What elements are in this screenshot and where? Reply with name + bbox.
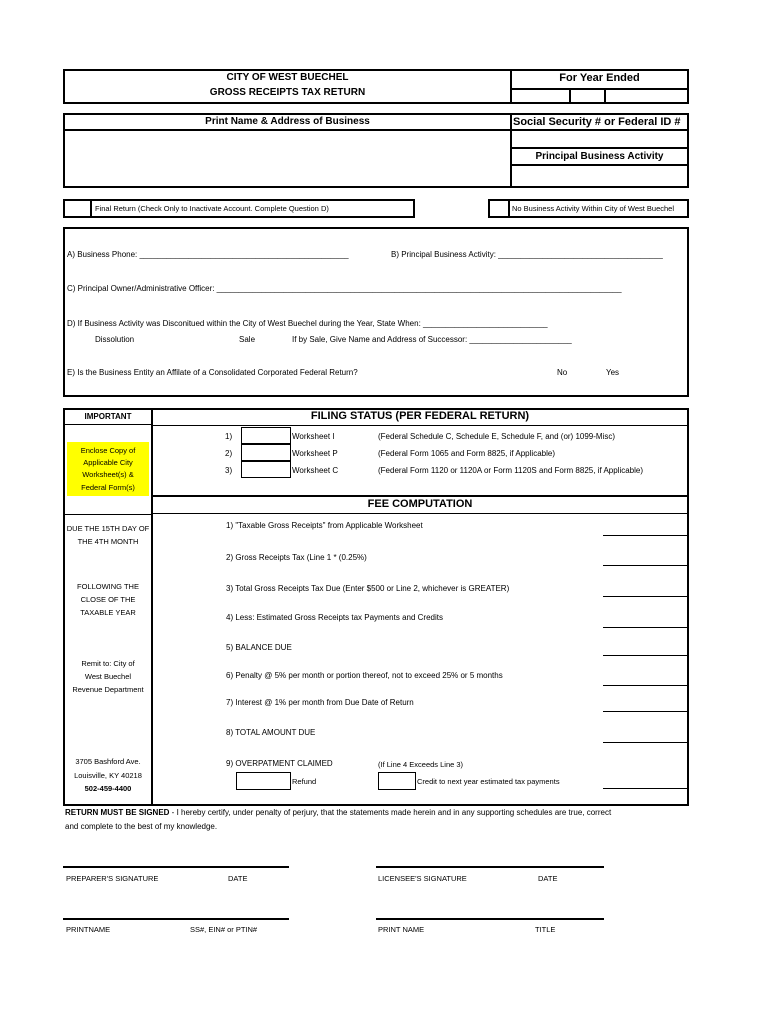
certify-statement: [65, 808, 611, 817]
principal-activity-label: Principal Business Activity: [535, 151, 664, 162]
filing-row-1-num: 1): [225, 432, 233, 441]
fee-line-2: 2) Gross Receipts Tax (Line 1 * (0.25%): [226, 553, 367, 562]
address-line-3: 502-459-4400: [84, 784, 132, 793]
fee-line-8-amount[interactable]: [603, 742, 687, 743]
filing-status-divider: [151, 425, 689, 426]
successor-field[interactable]: If by Sale, Give Name and Address of Successor: _______________________: [292, 335, 572, 344]
due-line-2: THE 4TH MONTH: [77, 537, 139, 546]
if-line4-note: (If Line 4 Exceeds Line 3): [378, 760, 464, 769]
licensee-signature-line[interactable]: [376, 866, 604, 868]
fee-line-9: 9) OVERPATMENT CLAIMED: [226, 759, 333, 768]
preparer-printname-label: PRINTNAME: [66, 925, 111, 934]
remit-line-1: Remit to: City of: [81, 659, 135, 668]
preparer-signature-label: PREPARER'S SIGNATURE: [66, 874, 159, 883]
business-name-label: Print Name & Address of Business: [205, 116, 370, 127]
licensee-signature-label: LICENSEE'S SIGNATURE: [378, 874, 467, 883]
fee-line-5: 5) BALANCE DUE: [226, 643, 292, 652]
certify-text-2: and complete to the best of my knowledge.: [65, 822, 218, 831]
filing-row-1-worksheet: Worksheet I: [292, 432, 335, 441]
fee-line-1-amount[interactable]: [603, 535, 687, 536]
sale-option[interactable]: Sale: [239, 335, 256, 344]
filing-row-3-desc: (Federal Form 1120 or 1120A or Form 1120S and Form 8825, if Applicable): [378, 466, 644, 475]
fee-line-1: 1) "Taxable Gross Receipts" from Applicable Worksheet: [226, 521, 423, 530]
address-line-2: Louisville, KY 40218: [74, 771, 142, 780]
remit-line-2: West Buechel: [84, 672, 132, 681]
filing-row-2-checkbox[interactable]: [241, 444, 291, 461]
refund-checkbox[interactable]: [236, 772, 291, 790]
filing-row-3-checkbox[interactable]: [241, 461, 291, 478]
overpayment-amount[interactable]: [603, 788, 687, 789]
filing-row-1-desc: (Federal Schedule C, Schedule E, Schedule F, and (or) 1099-Misc): [378, 432, 616, 441]
fee-line-6: 6) Penalty @ 5% per month or portion thereof, not to exceed 25% or 5 months: [226, 671, 503, 680]
filing-row-2-desc: (Federal Form 1065 and Form 8825, if Applicable): [378, 449, 555, 458]
fee-line-2-amount[interactable]: [603, 565, 687, 566]
licensee-title-label: TITLE: [535, 925, 556, 934]
fee-line-7: 7) Interest @ 1% per month from Due Date of Return: [226, 698, 414, 707]
year-ended-divider: [510, 88, 689, 90]
important-label: IMPORTANT: [84, 412, 132, 421]
activity-divider-top: [510, 147, 689, 149]
refund-label: Refund: [292, 777, 317, 786]
preparer-date-label: DATE: [228, 874, 248, 883]
fee-line-4: 4) Less: Estimated Gross Receipts tax Payments and Credits: [226, 613, 443, 622]
year-field-month[interactable]: [569, 89, 571, 104]
preparer-printname-line[interactable]: [63, 918, 289, 920]
due-line-1: DUE THE 15TH DAY OF: [66, 524, 150, 533]
question-c-principal-owner[interactable]: C) Principal Owner/Administrative Officer: ___________________________________________________________________________________________: [67, 284, 622, 293]
city-name: CITY OF WEST BUECHEL: [226, 72, 349, 83]
year-field-day[interactable]: [604, 89, 606, 104]
question-e-affiliate: E) Is the Business Entity an Affilate of a Consolidated Corporated Federal Return?: [67, 368, 358, 377]
following-line-3: TAXABLE YEAR: [80, 608, 136, 617]
final-return-checkbox[interactable]: [90, 199, 92, 218]
filing-row-3-worksheet: Worksheet C: [292, 466, 339, 475]
fee-line-8: 8) TOTAL AMOUNT DUE: [226, 728, 316, 737]
no-activity-checkbox[interactable]: [508, 199, 510, 218]
filing-row-3-num: 3): [225, 466, 233, 475]
credit-label: Credit to next year estimated tax payments: [417, 777, 560, 786]
filing-row-1-checkbox[interactable]: [241, 427, 291, 444]
filing-row-2-worksheet: Worksheet P: [292, 449, 338, 458]
following-line-2: CLOSE OF THE: [80, 595, 136, 604]
dissolution-option[interactable]: Dissolution: [95, 335, 135, 344]
year-ended-label: For Year Ended: [559, 72, 640, 84]
final-return-label: Final Return (Check Only to Inactivate Account. Complete Question D): [95, 204, 329, 213]
enclose-line-3: Worksheet(s) &: [82, 470, 134, 479]
fee-line-5-amount[interactable]: [603, 655, 687, 656]
fee-line-3: 3) Total Gross Receipts Tax Due (Enter $500 or Line 2, whichever is GREATER): [226, 584, 510, 593]
no-activity-label: No Business Activity Within City of West Buechel: [512, 204, 675, 213]
affiliate-no-option[interactable]: No: [557, 368, 568, 377]
affiliate-yes-option[interactable]: Yes: [606, 368, 620, 377]
preparer-signature-line[interactable]: [63, 866, 289, 868]
business-name-divider: [63, 129, 512, 131]
fee-computation-title: FEE COMPUTATION: [367, 498, 473, 510]
preparer-id-label: SS#, EIN# or PTIN#: [190, 925, 258, 934]
filing-status-title: FILING STATUS (PER FEDERAL RETURN): [310, 410, 530, 422]
enclose-line-2: Applicable City: [83, 458, 133, 467]
certify-bold: RETURN MUST BE SIGNED: [65, 808, 170, 817]
fee-line-4-amount[interactable]: [603, 627, 687, 628]
following-line-1: FOLLOWING THE: [77, 582, 139, 591]
filing-row-2-num: 2): [225, 449, 233, 458]
fee-line-7-amount[interactable]: [603, 711, 687, 712]
fee-line-3-amount[interactable]: [603, 596, 687, 597]
remit-line-3: Revenue Department: [72, 685, 144, 694]
licensee-date-label: DATE: [538, 874, 558, 883]
ssn-fein-label: Social Security # or Federal ID #: [513, 116, 681, 128]
fee-title-divider: [151, 513, 689, 514]
question-b-principal-activity[interactable]: B) Principal Business Activity: _____________________________________: [391, 250, 663, 259]
certify-text-1: - I hereby certify, under penalty of perjury, that the statements made herein and in any supporting schedules are true, correct: [169, 808, 612, 817]
important-divider: [63, 424, 153, 425]
form-title: GROSS RECEIPTS TAX RETURN: [209, 87, 366, 98]
enclose-line-1: Enclose Copy of: [80, 446, 136, 455]
enclose-line-4: Federal Form(s): [81, 483, 135, 492]
ssn-divider: [510, 129, 689, 131]
activity-divider-bottom: [510, 164, 689, 166]
licensee-printname-line[interactable]: [376, 918, 604, 920]
address-line-1: 3705 Bashford Ave.: [75, 757, 141, 766]
fee-line-6-amount[interactable]: [603, 685, 687, 686]
question-d-discontinued[interactable]: D) If Business Activity was Disconitued within the City of West Buechel during the Year, State When: ____________________________: [67, 319, 548, 328]
sidebar-divider-1: [63, 514, 153, 515]
question-a-business-phone[interactable]: A) Business Phone: _______________________________________________: [67, 250, 349, 259]
credit-checkbox[interactable]: [378, 772, 416, 790]
licensee-printname-label: PRINT NAME: [378, 925, 425, 934]
